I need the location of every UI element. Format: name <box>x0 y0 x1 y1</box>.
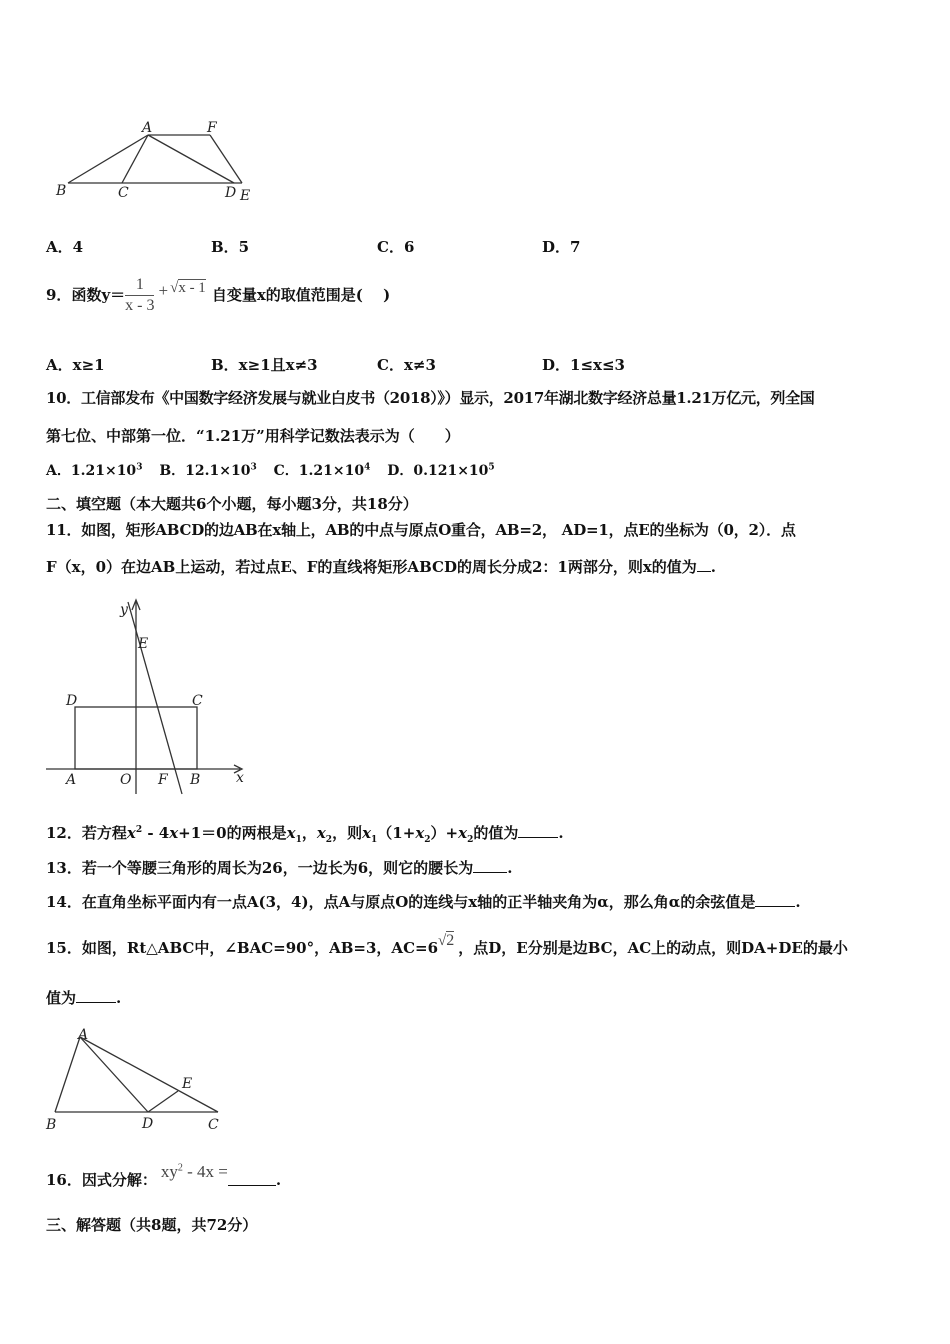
q10-option-c: C．$1.21\times 10^4$ <box>273 462 371 479</box>
label-F: F <box>158 772 168 788</box>
q9-suffix: 自变量x的取值范围是( ) <box>211 286 391 304</box>
q10-line1: 10．工信部发布《中国数字经济发展与就业白皮书（2018）》）显示，2017年湖北数字经济总量1.21万亿元，列全国 <box>46 389 815 407</box>
label-x: x <box>236 770 244 786</box>
question-12: 12．若方程$x^2 - 4x+1=0$的两根是$x_1$，$x_2$，则$x_1(1+x_2)+x_2$的值为 . <box>46 824 564 845</box>
q14-answer-blank[interactable] <box>755 906 795 907</box>
label-C: C <box>208 1117 219 1133</box>
q16-expression: $xy^2 - 4x$ = <box>160 1162 228 1181</box>
q15-line1: 15．如图，Rt△ABC中，∠BAC=90°，AB=3，AC=6√2 ，点D，E分别是边BC，AC上的动点，则DA+DE的最小 <box>46 932 848 957</box>
q12-answer-blank[interactable] <box>518 837 558 838</box>
q9-radical: x - 1 <box>178 280 206 296</box>
q13-answer-blank[interactable] <box>473 872 507 873</box>
question-9 <box>46 270 390 320</box>
label-B: B <box>190 772 201 788</box>
q10-line2: 第七位、中部第一位．“1.21万”用科学记数法表示为（ ） <box>46 427 460 445</box>
label-y: y <box>120 602 128 618</box>
question-14: 14．在直角坐标平面内有一点A(3，4)，点A与原点O的连线与x轴的正半轴夹角为α，那么角α的余弦值是 . <box>46 893 801 911</box>
label-F: F <box>207 120 217 136</box>
q8-option-c: C．6 <box>377 238 415 256</box>
q9-option-a: A．x≥1 <box>46 356 105 374</box>
q9-frac-den: x - 3 <box>125 296 155 314</box>
q10-options <box>46 460 495 480</box>
q10-option-d: D．$0.121\times 10^5$ <box>387 462 495 479</box>
q16-answer-blank[interactable] <box>228 1184 276 1186</box>
q9-option-c: C．x≠3 <box>377 356 436 374</box>
figure-q11-rectangle <box>44 596 254 796</box>
figure-q15-triangle <box>40 1025 240 1135</box>
section-3-heading: 三、解答题（共8题，共72分） <box>46 1216 258 1234</box>
q15-sqrt: √2 <box>438 932 455 949</box>
q8-option-b: B．5 <box>211 238 250 256</box>
q9-option-b: B．x≥1且x≠3 <box>211 356 318 374</box>
q9-frac-num: 1 <box>125 275 154 296</box>
label-B: B <box>46 1117 57 1133</box>
section-2-heading: 二、填空题（本大题共6个小题，每小题3分，共18分） <box>46 495 418 513</box>
label-D: D <box>142 1116 154 1132</box>
label-C: C <box>192 693 203 709</box>
label-A: A <box>78 1027 89 1043</box>
q10-option-b: B．$12.1\times 10^3$ <box>159 462 257 479</box>
label-A: A <box>142 120 153 136</box>
q11-line1: 11．如图，矩形ABCD的边AB在x轴上，AB的中点与原点O重合，AB=2， AD=1，点E的坐标为（0，2）．点 <box>46 521 796 539</box>
q9-number: 9． <box>46 286 72 304</box>
q8-option-a: A．4 <box>46 238 84 256</box>
q8-option-d: D．7 <box>542 238 581 256</box>
question-16: 16．因式分解： $xy^2 - 4x$ = . <box>46 1162 282 1189</box>
label-D: D <box>225 185 237 201</box>
q11-line2: F（x，0）在边AB上运动，若过点E、F的直线将矩形ABCD的周长分成2：1两部分，则x的值为 . <box>46 558 717 576</box>
q15-line2: 值为 . <box>46 989 122 1007</box>
label-A: A <box>66 772 77 788</box>
label-E: E <box>240 188 251 204</box>
q9-option-d: D．1≤x≤3 <box>542 356 625 374</box>
q9-plus: + <box>158 281 169 300</box>
q10-option-a: A．$1.21\times 10^3$ <box>46 462 143 479</box>
q9-fraction <box>125 275 154 316</box>
label-D: D <box>66 693 78 709</box>
figure-q8-trapezoid <box>50 115 270 210</box>
q15-answer-blank[interactable] <box>76 1002 116 1003</box>
q11-answer-blank[interactable] <box>697 571 711 572</box>
q9-prefix: 函数y＝ <box>71 286 126 304</box>
question-13: 13．若一个等腰三角形的周长为26，一边长为6，则它的腰长为 . <box>46 859 513 877</box>
q9-sqrt: √x - 1 <box>170 280 206 296</box>
label-O: O <box>120 772 132 788</box>
label-E: E <box>182 1076 193 1092</box>
label-E: E <box>138 636 149 652</box>
label-B: B <box>56 183 67 199</box>
label-C: C <box>118 185 129 201</box>
